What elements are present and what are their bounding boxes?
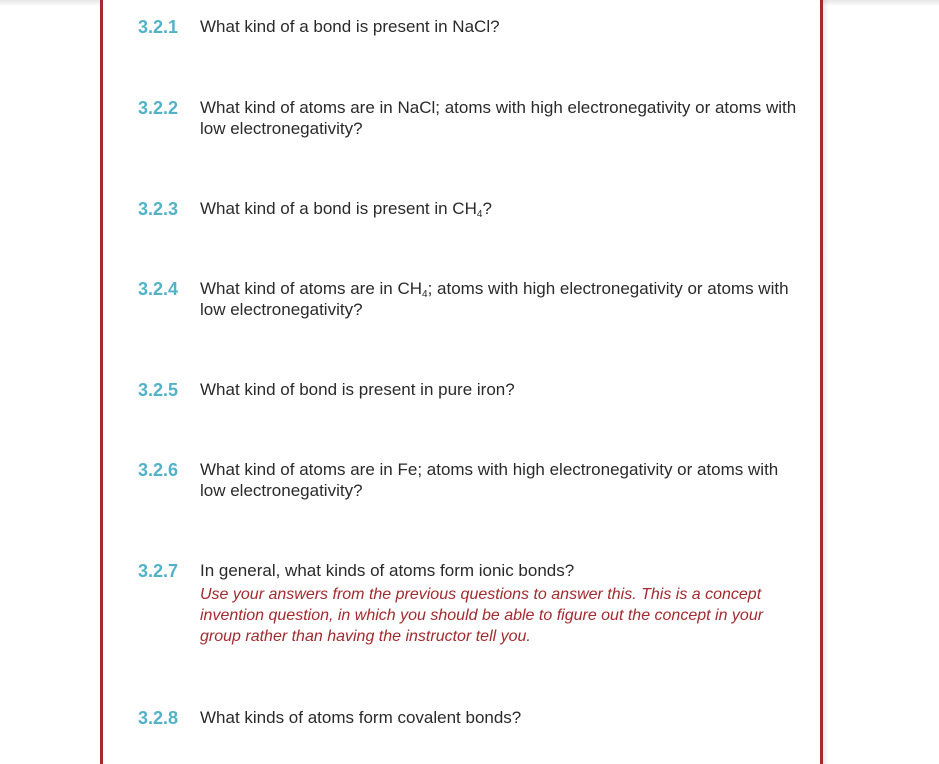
question-text-before: What kind of a bond is present in CH [200, 199, 477, 218]
document-page [100, 0, 823, 764]
question-main-text: In general, what kinds of atoms form ionic bonds? [200, 561, 575, 580]
question-text: What kind of bond is present in pure iron? [200, 380, 515, 399]
subscript: 4 [476, 209, 483, 220]
question-text [200, 278, 800, 320]
question-text: What kind of a bond is present in NaCl? [200, 17, 500, 36]
question-text [200, 560, 800, 647]
question-number: 3.2.5 [138, 380, 179, 400]
instruction-note: Use your answers from the previous questions to answer this. This is a concept invention question, in which you should be able to figure out the concept in your group rather than having the instructor tell you. [200, 586, 764, 645]
question-text-after: ? [482, 199, 492, 218]
page-shadow [823, 0, 829, 764]
question-text-before: What kind of atoms are in CH [200, 279, 423, 298]
question-number: 3.2.1 [138, 17, 179, 37]
question-number: 3.2.2 [138, 98, 179, 118]
question-number: 3.2.4 [138, 279, 179, 299]
question-text: What kinds of atoms form covalent bonds? [200, 708, 522, 727]
subscript: 4 [422, 289, 428, 300]
question-text: What kind of atoms are in Fe; atoms with high electronegativity or atoms with low electronegativity? [200, 460, 779, 500]
question-text: What kind of atoms are in NaCl; atoms with high electronegativity or atoms with low electronegativity? [200, 98, 797, 138]
question-number: 3.2.8 [138, 708, 179, 728]
question-number: 3.2.6 [138, 460, 179, 480]
question-number: 3.2.3 [138, 199, 179, 219]
question-text [200, 198, 800, 219]
question-number: 3.2.7 [138, 561, 179, 581]
question-text-after: ; atoms with high electronegativity or atoms with low electronegativity? [200, 279, 789, 319]
